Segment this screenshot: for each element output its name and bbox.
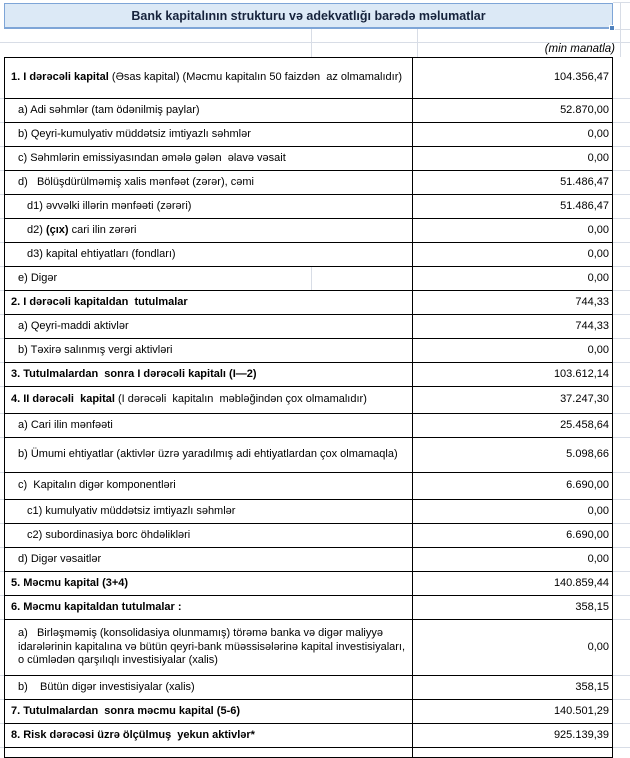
gridline (311, 29, 312, 57)
row-value-cell[interactable]: 0,00 (412, 500, 612, 523)
unit-note-cell[interactable]: (min manatla) (544, 43, 615, 55)
gridline (613, 675, 630, 676)
table-row (5, 291, 612, 315)
row-label-cell[interactable] (5, 99, 412, 122)
gridline (613, 98, 630, 99)
row-label-cell[interactable] (5, 676, 412, 699)
table-row (5, 620, 612, 676)
row-label-text: 4. II dərəcəli kapital (11, 393, 115, 406)
row-label-cell[interactable] (5, 748, 412, 757)
row-label-text: (Əsas kapital) (Məcmu kapitalın 50 faizdən az olmamalıdır) (108, 71, 403, 84)
row-label-text: b) Təxirə salınmış vergi aktivləri (18, 343, 173, 356)
row-value-cell[interactable]: 140.859,44 (412, 572, 612, 595)
row-label-text: c) Səhmlərin emissiyasından əmələ gələn əlavə vəsait (18, 151, 286, 164)
gridline (0, 218, 4, 219)
table-row (5, 99, 612, 123)
row-label-text: c2) subordinasiya borc öhdəlikləri (27, 528, 191, 541)
row-label-cell[interactable] (5, 147, 412, 170)
gridline (613, 194, 630, 195)
gridline (0, 699, 4, 700)
row-label-text: e) Digər (18, 271, 58, 284)
row-label-text: d2) (27, 223, 46, 236)
row-label-text: d3) kapital ehtiyatları (fondları) (27, 247, 176, 260)
row-label-text: b) Ümumi ehtiyatlar (aktivlər üzrə yaradılmış adi ehtiyatlardan çox olmamaqla) (18, 448, 398, 461)
gridline (0, 472, 4, 473)
row-label-text: (I dərəcəli kapitalın məbləğindən çox olmamalıdır) (114, 393, 367, 406)
row-value-cell[interactable]: 0,00 (412, 267, 612, 290)
table-row (5, 596, 612, 620)
row-value-cell[interactable]: 744,33 (412, 291, 612, 314)
row-value-cell[interactable]: 140.501,29 (412, 700, 612, 723)
row-label-cell[interactable] (5, 473, 412, 499)
table-row (5, 524, 612, 548)
row-label-text: b) Bütün digər investisiyalar (xalis) (18, 680, 195, 693)
row-label-cell[interactable] (5, 414, 412, 437)
table-row (5, 243, 612, 267)
title-cell[interactable] (4, 3, 613, 29)
table-row (5, 123, 612, 147)
table-row (5, 414, 612, 438)
gridline (0, 98, 4, 99)
gridline (613, 29, 630, 30)
row-label-cell[interactable] (5, 724, 412, 747)
row-label-cell[interactable] (5, 267, 412, 290)
row-label-text: (çıx) (45, 223, 69, 236)
row-label-text: 8. Risk dərəcəsi üzrə ölçülmuş yekun aktivlər* (11, 728, 255, 741)
gridline (613, 523, 630, 524)
gridline (0, 170, 4, 171)
row-value-cell[interactable]: 6.690,00 (412, 524, 612, 547)
row-label-text: 3. Tutulmalardan sonra I dərəcəli kapitalı (I—2) (11, 367, 257, 380)
gridline (0, 619, 4, 620)
table-row (5, 58, 612, 99)
gridline (0, 146, 4, 147)
row-label-text: a) Cari ilin mənfəəti (18, 418, 113, 431)
gridline (0, 723, 4, 724)
row-label-cell[interactable] (5, 243, 412, 266)
row-value-cell[interactable]: 358,15 (412, 596, 612, 619)
row-value-cell[interactable]: 0,00 (412, 243, 612, 266)
gridline (613, 338, 630, 339)
gridline (613, 170, 630, 171)
row-value-cell[interactable]: 744,33 (412, 315, 612, 338)
row-value-cell[interactable]: 358,15 (412, 676, 612, 699)
gridline (0, 499, 4, 500)
gridline (613, 413, 630, 414)
gridline (0, 194, 4, 195)
row-label-text: a) Adi səhmlər (tam ödənilmiş paylar) (18, 103, 200, 116)
table-row (5, 500, 612, 524)
row-label-text: a) Qeyri-maddi aktivlər (18, 319, 129, 332)
gridline (613, 747, 630, 748)
gridline (0, 338, 4, 339)
row-label-cell[interactable] (5, 363, 412, 386)
row-value-cell[interactable]: 51.486,47 (412, 171, 612, 194)
fill-handle[interactable] (609, 25, 615, 31)
gridline (613, 2, 630, 3)
row-value-cell[interactable]: 5.098,66 (412, 438, 612, 472)
row-value-cell[interactable]: 0,00 (412, 219, 612, 242)
gridline (613, 437, 630, 438)
table-row (5, 267, 612, 291)
gridline (613, 619, 630, 620)
gridline (0, 571, 4, 572)
table-row (5, 219, 612, 243)
row-label-cell[interactable] (5, 596, 412, 619)
gridline (613, 242, 630, 243)
row-value-cell[interactable]: 37.247,30 (412, 387, 612, 413)
table-row (5, 171, 612, 195)
gridline (613, 314, 630, 315)
row-value-cell[interactable]: 0,00 (412, 123, 612, 146)
table-row (5, 315, 612, 339)
gridline (613, 122, 630, 123)
gridline (0, 362, 4, 363)
gridline (311, 267, 312, 290)
row-label-cell[interactable] (5, 315, 412, 338)
gridline (613, 266, 630, 267)
row-label-cell[interactable] (5, 700, 412, 723)
row-label-text: c) Kapitalın digər komponentləri (18, 479, 176, 492)
gridline (613, 723, 630, 724)
row-value-cell[interactable]: 6.690,00 (412, 473, 612, 499)
gridline (0, 523, 4, 524)
capital-table (4, 57, 613, 758)
table-row (5, 700, 612, 724)
page-title: Bank kapitalının strukturu və adekvatlığı barədə məlumatlar (131, 8, 486, 23)
gridline (613, 547, 630, 548)
table-row (5, 387, 612, 414)
table-row (5, 339, 612, 363)
row-value-cell[interactable]: 0,00 (412, 339, 612, 362)
table-row (5, 195, 612, 219)
gridline (613, 146, 630, 147)
row-label-cell[interactable] (5, 438, 412, 472)
gridline (0, 42, 630, 43)
gridline (0, 675, 4, 676)
gridline (613, 290, 630, 291)
gridline (417, 29, 418, 57)
gridline (613, 595, 630, 596)
gridline (613, 362, 630, 363)
table-row (5, 438, 612, 473)
table-row (5, 676, 612, 700)
row-value-cell[interactable]: 103.612,14 (412, 363, 612, 386)
row-value-cell[interactable]: 51.486,47 (412, 195, 612, 218)
gridline (613, 386, 630, 387)
gridline (0, 413, 4, 414)
row-label-cell[interactable] (5, 572, 412, 595)
gridline (0, 242, 4, 243)
row-label-cell[interactable] (5, 195, 412, 218)
row-label-text: c1) kumulyativ müddətsiz imtiyazlı səhmlər (27, 504, 236, 517)
row-value-cell[interactable]: 0,00 (412, 620, 612, 675)
row-label-cell[interactable] (5, 548, 412, 571)
row-label-text: a) Birləşməmiş (konsolidasiya olunmamış) törəmə banka və digər maliyyə idarələrinin kapitalına və bütün qeyri-bank müəssisələrinə kapital investisiyaları, o cümlədən qarşılıqlı investisiyalar (xalis) (18, 626, 409, 667)
row-label-text: 1. I dərəcəli kapital (11, 71, 109, 84)
row-label-text: 2. I dərəcəli kapitaldan tutulmalar (11, 295, 188, 308)
gridline (0, 122, 4, 123)
row-value-cell[interactable]: 52.870,00 (412, 99, 612, 122)
gridline (613, 699, 630, 700)
gridline (0, 595, 4, 596)
row-label-cell[interactable] (5, 500, 412, 523)
row-value-cell[interactable] (412, 748, 612, 757)
row-value-cell[interactable]: 0,00 (412, 147, 612, 170)
gridline (0, 266, 4, 267)
gridline (0, 314, 4, 315)
gridline (0, 290, 4, 291)
table-row (5, 748, 612, 758)
row-label-text: cari ilin zərəri (68, 223, 137, 236)
gridline (0, 437, 4, 438)
gridline (613, 499, 630, 500)
gridline (0, 547, 4, 548)
row-label-cell[interactable] (5, 339, 412, 362)
row-label-cell[interactable] (5, 387, 412, 413)
row-label-cell[interactable] (5, 524, 412, 547)
table-row (5, 363, 612, 387)
row-value-cell[interactable]: 0,00 (412, 548, 612, 571)
row-label-text: d) Bölüşdürülməmiş xalis mənfəət (zərər), cəmi (18, 175, 254, 188)
row-label-text: d1) əvvəlki illərin mənfəəti (zərəri) (27, 199, 192, 212)
row-label-text: d) Digər vəsaitlər (18, 552, 102, 565)
row-label-text: 7. Tutulmalardan sonra məcmu kapital (5-6) (11, 704, 241, 717)
row-label-cell[interactable] (5, 58, 412, 98)
row-label-cell[interactable] (5, 171, 412, 194)
row-value-cell[interactable]: 25.458,64 (412, 414, 612, 437)
row-value-cell[interactable]: 104.356,47 (412, 58, 612, 98)
row-label-cell[interactable] (5, 620, 412, 675)
row-label-cell[interactable] (5, 123, 412, 146)
row-label-text: b) Qeyri-kumulyativ müddətsiz imtiyazlı səhmlər (18, 127, 251, 140)
gridline (0, 386, 4, 387)
gridline (613, 571, 630, 572)
table-row (5, 572, 612, 596)
gridline (613, 472, 630, 473)
gridline (0, 747, 4, 748)
row-label-cell[interactable] (5, 219, 412, 242)
row-label-text: 5. Məcmu kapital (3+4) (11, 576, 129, 589)
table-row (5, 147, 612, 171)
table-row (5, 548, 612, 572)
table-row (5, 473, 612, 500)
table-row (5, 724, 612, 748)
row-label-cell[interactable] (5, 291, 412, 314)
row-label-text: 6. Məcmu kapitaldan tutulmalar : (11, 600, 182, 613)
gridline (613, 218, 630, 219)
row-value-cell[interactable]: 925.139,39 (412, 724, 612, 747)
